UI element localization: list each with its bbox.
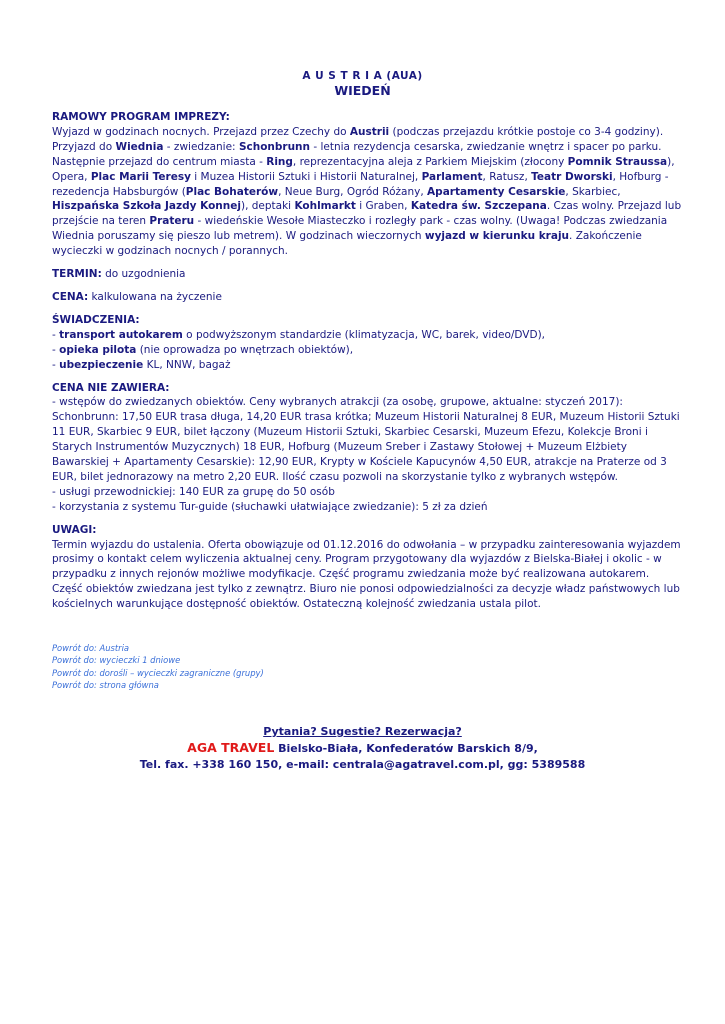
nie-zawiera-line: - korzystania z systemu Tur-guide (słuchawki ułatwiające zwiedzanie): 5 zł za dzień — [52, 500, 488, 513]
back-link-one-day-trips[interactable]: Powrót do: wycieczki 1 dniowe — [52, 655, 181, 666]
brand-name: AGA TRAVEL — [187, 740, 275, 755]
back-links — [52, 642, 264, 691]
program-highlight: Katedra św. Szczepana — [410, 200, 547, 213]
back-link-home[interactable]: Powrót do: strona główna — [52, 679, 159, 690]
program-text-run: , Hofburg - rezedencja Habsburgów ( — [52, 170, 669, 198]
document-header — [0, 70, 725, 98]
program-text — [52, 125, 682, 259]
termin-section — [52, 267, 682, 282]
program-highlight: Plac Marii Teresy — [90, 170, 191, 183]
program-highlight: Wiednia — [115, 140, 164, 153]
program-text-run: , Ratusz, — [482, 170, 532, 183]
program-text-run: - wiedeńskie Wesołe Miasteczko i rozległy park - czas wolny. (Uwaga! Podczas zwiedzania Wiednia poruszamy się pieszo lub metrem). W godzinach wieczornych — [52, 215, 668, 243]
program-text-run: , Skarbiec, — [565, 185, 621, 198]
program-highlight: Schonbrunn — [238, 140, 311, 153]
item-text: KL, NNW, bagaż — [143, 358, 231, 371]
item-bold: transport autokarem — [59, 328, 183, 341]
back-link-austria[interactable]: Powrót do: Austria — [52, 643, 130, 653]
uwagi-heading: UWAGI: — [52, 523, 97, 536]
program-text-run: (podczas przejazdu krótkie postoje co 3-4 godziny). Przyjazd do — [52, 125, 664, 153]
nie-zawiera-line: - wstępów do zwiedzanych obiektów. Ceny wybranych atrakcji (za osobę, grupowe, aktualne: styczeń 2017): Schonbrunn: 17,50 EUR trasa długa, 14,20 EUR trasa krótka; Muzeum Historii Naturalnej 8 EUR, Muzeum Historii Sztuki 11 EUR, Skarbiec 9 EUR, bilet łączony (Muzeum Historii Sztuki, Skarbiec Cesarski, Muzeum Efezu, Kolekcje Broni i Starych Instrumentów Muzycznych) 18 EUR, Hofburg (Muzeum Sreber i Zastawy Stołowej + Muzeum Elżbiety Bawarskiej + Apartamenty Cesarskie): 12,90 EUR, Krypty w Kościele Kapucynów 4,50 EUR, atrakcje na Praterze od 3 EUR, bilet jednorazowy na metro 2,20 EUR. Ilość czasu pozwoli na skorzystanie tylko z wybranych wstępów. — [52, 396, 680, 483]
program-heading: RAMOWY PROGRAM IMPREZY: — [52, 111, 230, 123]
uwagi-text: Termin wyjazdu do ustalenia. Oferta obowiązuje od 01.12.2016 do odwołania – w przypadku zainteresowania wyjazdem prosimy o kontakt celem wyliczenia aktualnej ceny. Program przygotowany dla wyjazdów z Bielska-Białej i okolic - w przypadku z innych rejonów możliwe modyfikacje. Część programu zwiedzania może być realizowana autokarem. Część obiektów zwiedzana jest tylko z zewnątrz. Biuro nie ponosi odpowiedzialności za decyzje władz państwowych lub kościelnych warunkujące dostępność obiektów. Ostateczną kolejność zwiedzania ustala pilot. — [52, 538, 681, 611]
program-text-run: - letnia rezydencja cesarska, zwiedzanie wnętrz i spacer po parku. Następnie przejazd do centrum miasta - — [52, 140, 662, 168]
country-title: A U S T R I A (AUA) — [302, 70, 423, 82]
program-highlight: Parlament — [421, 170, 483, 183]
item-text: o podwyższonym standardzie (klimatyzacja, WC, barek, video/DVD), — [182, 328, 546, 341]
swiadczenia-item — [52, 358, 682, 373]
program-section — [52, 110, 682, 259]
cena-section — [52, 290, 682, 305]
cena-label: CENA: — [52, 290, 89, 303]
program-highlight: Ring — [266, 155, 293, 168]
program-highlight: Hiszpańska Szkoła Jazdy Konnej — [52, 200, 241, 213]
back-link-adult-foreign-trips[interactable]: Powrót do: dorośli – wycieczki zagraniczne (grupy) — [52, 667, 264, 678]
item-text: (nie oprowadza po wnętrzach obiektów), — [136, 343, 354, 356]
swiadczenia-item — [52, 343, 682, 358]
program-text-run: Wyjazd w godzinach nocnych. Przejazd przez Czechy do — [52, 125, 350, 138]
termin-label: TERMIN: — [52, 268, 102, 281]
document-content — [52, 110, 682, 620]
item-bold: opieka pilota — [59, 343, 137, 356]
nie-zawiera-section — [52, 381, 682, 515]
program-text-run: - zwiedzanie: — [163, 140, 239, 153]
nie-zawiera-heading: CENA NIE ZAWIERA: — [52, 381, 170, 394]
program-text-run: , Neue Burg, Ogród Różany, — [278, 185, 428, 198]
cena-value: kalkulowana na życzenie — [88, 290, 222, 303]
city-title: WIEDEŃ — [334, 83, 391, 98]
item-bold: ubezpieczenie — [59, 358, 144, 371]
swiadczenia-section — [52, 313, 682, 373]
program-text-run: . Zakończenie wycieczki w godzinach nocnych / porannych. — [52, 230, 642, 258]
program-highlight: Apartamenty Cesarskie — [427, 185, 566, 198]
swiadczenia-item — [52, 328, 682, 343]
termin-value: do uzgodnienia — [101, 268, 186, 281]
program-text-run: , reprezentacyjna aleja z Parkiem Miejskim (złocony — [292, 155, 568, 168]
program-text-run: ), deptaki — [240, 200, 295, 213]
swiadczenia-heading: ŚWIADCZENIA: — [52, 313, 140, 326]
list-dash: - — [52, 343, 60, 356]
contact-footer — [0, 724, 725, 773]
footer-contact: Tel. fax. +338 160 150, e-mail: centrala@agatravel.com.pl, gg: 5389588 — [139, 758, 586, 771]
nie-zawiera-line: - usługi przewodnickiej: 140 EUR za grupę do 50 osób — [52, 485, 335, 498]
program-highlight: wyjazd w kierunku kraju — [424, 230, 570, 243]
program-text-run: ), Opera, — [52, 155, 675, 183]
program-highlight: Teatr Dworski — [531, 170, 613, 183]
program-text-run: i Muzea Historii Sztuki i Historii Naturalnej, — [190, 170, 422, 183]
uwagi-section — [52, 523, 682, 612]
list-dash: - — [52, 328, 60, 341]
program-highlight: Plac Bohaterów — [185, 185, 279, 198]
list-dash: - — [52, 358, 60, 371]
program-highlight: Prateru — [149, 215, 195, 228]
footer-address: Bielsko-Biała, Konfederatów Barskich 8/9, — [274, 742, 538, 755]
program-text-run: i Graben, — [355, 200, 411, 213]
footer-address-line — [0, 740, 725, 757]
footer-question: Pytania? Sugestie? Rezerwacja? — [263, 725, 462, 738]
program-text-run: . Czas wolny. Przejazd lub przejście na teren — [52, 200, 682, 228]
program-highlight: Austrii — [349, 125, 390, 138]
program-highlight: Pomnik Straussa — [567, 155, 668, 168]
program-highlight: Kohlmarkt — [294, 200, 356, 213]
